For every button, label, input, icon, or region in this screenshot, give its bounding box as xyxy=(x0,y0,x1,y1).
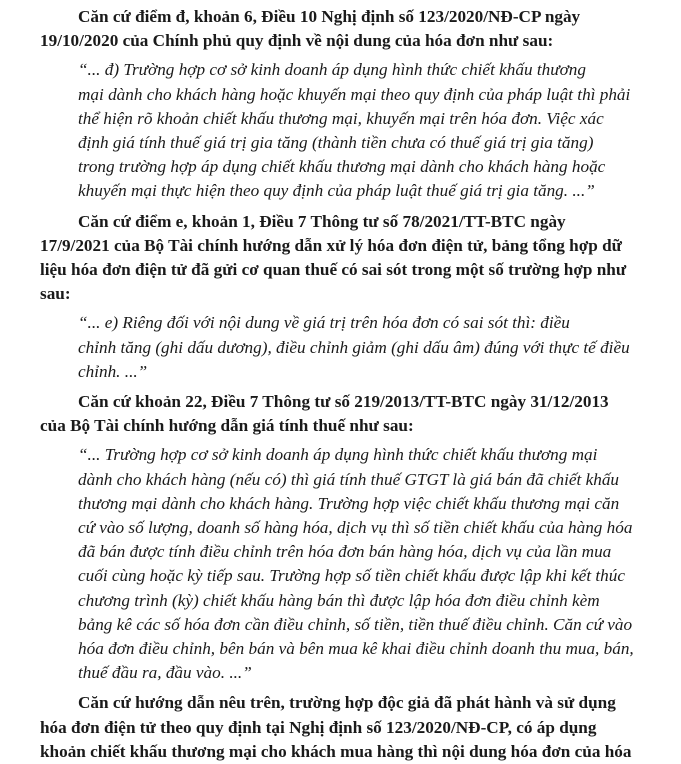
paragraph-text: Căn cứ khoản 22, Điều 7 Thông tư số 219/2013/TT-BTC ngày 31/12/2013 của Bộ Tài chính hướng dẫn giá tính thuế như sau: xyxy=(40,392,609,436)
quote-decree-123: “... đ) Trường hợp cơ sở kinh doanh áp dụng hình thức chiết khấu thương mại dành cho khách hàng hoặc khuyến mại theo quy định của pháp luật thì phải thể hiện rõ khoản chiết khấu thương mại, khuyến mại trên hóa đơn. Việc xác định giá tính thuế giá trị gia tăng (thành tiền chưa có thuế giá trị gia tăng) trong trường hợp áp dụng chiết khấu thương mại dành cho khách hàng hoặc khuyến mại thực hiện theo quy định của pháp luật thuế giá trị gia tăng. ...” xyxy=(78,60,631,201)
paragraph-conclusion xyxy=(0,691,681,764)
paragraph-legal-basis-decree xyxy=(0,5,681,53)
paragraph-legal-basis-circular-78 xyxy=(0,210,681,307)
quote-circular-78: “... e) Riêng đối với nội dung về giá trị trên hóa đơn có sai sót thì: điều chỉnh tăng (ghi dấu dương), điều chỉnh giảm (ghi dấu âm) đúng với thực tế điều chỉnh. ...” xyxy=(78,313,630,381)
paragraph-legal-basis-circular-219 xyxy=(0,390,681,438)
paragraph-text: Căn cứ điểm e, khoản 1, Điều 7 Thông tư số 78/2021/TT-BTC ngày 17/9/2021 của Bộ Tài chính hướng dẫn xử lý hóa đơn điện tử, bảng tổng hợp dữ liệu hóa đơn điện tử đã gửi cơ quan thuế có sai sót trong một số trường hợp như sau: xyxy=(40,211,627,304)
paragraph-text: Căn cứ điểm đ, khoản 6, Điều 10 Nghị định số 123/2020/NĐ-CP ngày 19/10/2020 của Chính phủ quy định về nội dung của hóa đơn như sau: xyxy=(40,7,581,51)
paragraph-text: Căn cứ hướng dẫn nêu trên, trường hợp độc giả đã phát hành và sử dụng hóa đơn điện tử theo quy định tại Nghị định số 123/2020/NĐ-CP, có áp dụng khoản chiết khấu thương mại cho khách mua hàng thì nội dung hóa đơn của hóa xyxy=(40,693,632,761)
quote-circular-219: “... Trường hợp cơ sở kinh doanh áp dụng hình thức chiết khấu thương mại dành cho khách hàng (nếu có) thì giá tính thuế GTGT là giá bán đã chiết khấu thương mại dành cho khách hàng. Trường hợp việc chiết khấu thương mại căn cứ vào số lượng, doanh số hàng hóa, dịch vụ thì số tiền chiết khấu của hàng hóa đã bán được tính điều chỉnh trên hóa đơn bán hàng hóa, dịch vụ của lần mua cuối cùng hoặc kỳ tiếp sau. Trường hợp số tiền chiết khấu được lập khi kết thúc chương trình (kỳ) chiết khấu hàng bán thì được lập hóa đơn điều chỉnh kèm bảng kê các số hóa đơn cần điều chỉnh, số tiền, tiền thuế điều chỉnh. Căn cứ vào hóa đơn điều chỉnh, bên bán và bên mua kê khai điều chỉnh doanh thu mua, bán, thuế đầu ra, đầu vào. ...” xyxy=(78,445,634,683)
